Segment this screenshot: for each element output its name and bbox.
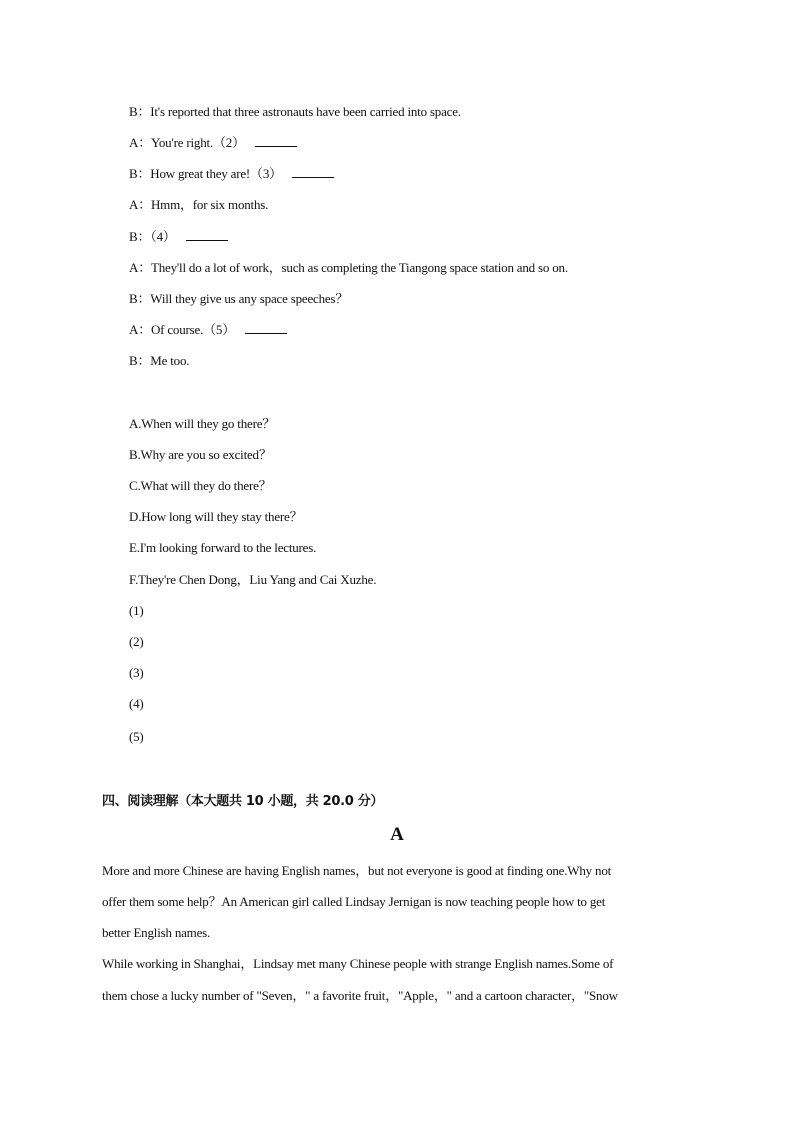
dialogue-line-3: B：How great they are!（3） [129,166,334,182]
passage-line-2: offer them some help？An American girl called Lindsay Jernigan is now teaching people how to get [102,894,606,909]
dialogue-line-5: B：（4） [129,229,228,245]
passage-heading: A [390,824,404,845]
option-c: C.What will they do there？ [129,478,272,493]
option-a: A.When will they go there？ [129,416,276,431]
answer-blank [292,166,334,178]
dialogue-line-4: A：Hmm，for six months. [129,197,269,212]
dialogue-line-1: B：It's reported that three astronauts have been carried into space. [129,104,461,119]
answer-blank [255,135,297,147]
passage-line-1: More and more Chinese are having English names，but not everyone is good at finding one.Why not [102,863,612,878]
section-title: 四、阅读理解（本大题共 10 小题，共 20.0 分） [102,794,384,809]
answer-blank [245,322,287,334]
dialogue-line-8: A：Of course.（5） [129,322,287,338]
dialogue-line-7: B：Will they give us any space speeches？ [129,291,349,306]
dialogue-line-6: A：They'll do a lot of work，such as completing the Tiangong space station and so on. [129,260,568,275]
passage-line-4: While working in Shanghai，Lindsay met many Chinese people with strange English names.Some of [102,956,614,971]
option-f: F.They're Chen Dong，Liu Yang and Cai Xuzhe. [129,572,377,587]
answer-slot-5: (5) [129,729,144,744]
answer-slot-4: (4) [129,696,144,711]
option-d: D.How long will they stay there？ [129,509,303,524]
answer-slot-1: (1) [129,603,144,618]
dialogue-line-2: A：You're right.（2） [129,135,297,151]
option-b: B.Why are you so excited？ [129,447,272,462]
answer-blank [186,229,228,241]
answer-slot-3: (3) [129,665,144,680]
option-e: E.I'm looking forward to the lectures. [129,540,317,555]
passage-line-3: better English names. [102,925,211,940]
dialogue-line-9: B：Me too. [129,353,190,368]
answer-slot-2: (2) [129,634,144,649]
passage-line-5: them chose a lucky number of "Seven，" a favorite fruit，"Apple，" and a cartoon character，"Snow [102,988,618,1003]
